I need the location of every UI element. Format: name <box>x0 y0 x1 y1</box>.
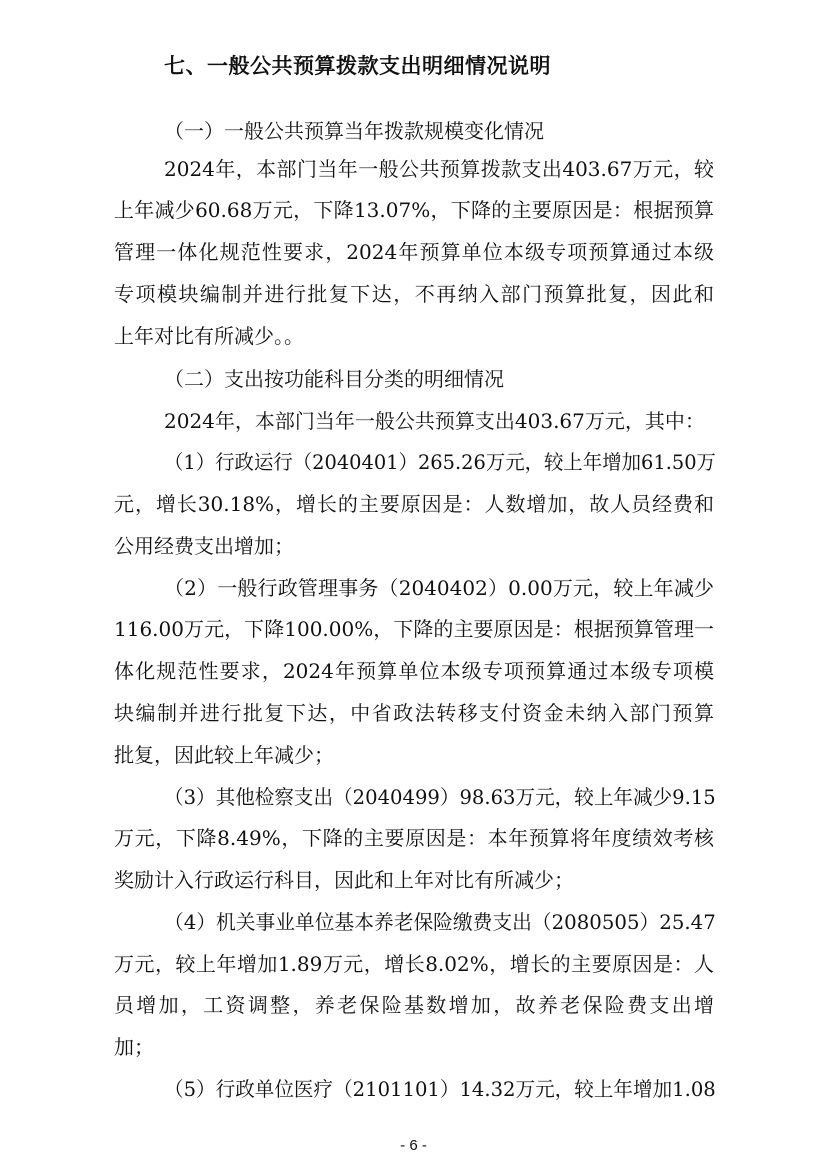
text-line: （二）支出按功能科目分类的明细情况 <box>164 367 504 391</box>
text-line: 批复，因此较上年减少； <box>114 743 334 767</box>
text-line: 上年对比有所减少。。 <box>114 324 304 348</box>
text-line: 万元，较上年增加1.89万元，增长8.02%，增长的主要原因是：人 <box>114 952 714 976</box>
text-line: （4）机关事业单位基本养老保险缴费支出（2080505）25.47 <box>164 910 716 934</box>
text-line: 2024年，本部门当年一般公共预算支出403.67万元，其中： <box>164 409 705 433</box>
text-line: （3）其他检察支出（2040499）98.63万元，较上年减少9.15 <box>164 785 716 809</box>
text-line: 公用经费支出增加； <box>114 534 294 558</box>
text-line: 块编制并进行批复下达，中省政法转移支付资金未纳入部门预算 <box>114 701 714 725</box>
text-line: （2）一般行政管理事务（2040402）0.00万元，较上年减少 <box>164 576 714 600</box>
text-line: 奖励计入行政运行科目，因此和上年对比有所减少； <box>114 868 574 892</box>
text-line: 2024年，本部门当年一般公共预算拨款支出403.67万元，较 <box>164 157 714 181</box>
text-line: 专项模块编制并进行批复下达，不再纳入部门预算批复，因此和 <box>114 282 714 306</box>
text-line: （1）行政运行（2040401）265.26万元，较上年增加61.50万 <box>164 450 716 474</box>
text-line: 万元，下降8.49%，下降的主要原因是：本年预算将年度绩效考核 <box>114 826 714 850</box>
text-line: （5）行政单位医疗（2101101）14.32万元，较上年增加1.08 <box>164 1077 716 1101</box>
page-title: 七、一般公共预算拨款支出明细情况说明 <box>164 54 551 78</box>
text-line: 体化规范性要求，2024年预算单位本级专项预算通过本级专项模 <box>114 659 714 683</box>
text-line: 上年减少60.68万元，下降13.07%，下降的主要原因是：根据预算 <box>114 198 714 222</box>
page-number: - 6 - <box>400 1137 427 1154</box>
text-line: 员增加，工资调整，养老保险基数增加，故养老保险费支出增 <box>114 993 714 1017</box>
text-line: 元，增长30.18%，增长的主要原因是：人数增加，故人员经费和 <box>114 492 714 516</box>
text-line: （一）一般公共预算当年拨款规模变化情况 <box>164 119 544 143</box>
text-line: 加； <box>114 1035 154 1059</box>
text-line: 管理一体化规范性要求，2024年预算单位本级专项预算通过本级 <box>114 240 714 264</box>
text-line: 116.00万元，下降100.00%，下降的主要原因是：根据预算管理一 <box>114 617 714 641</box>
